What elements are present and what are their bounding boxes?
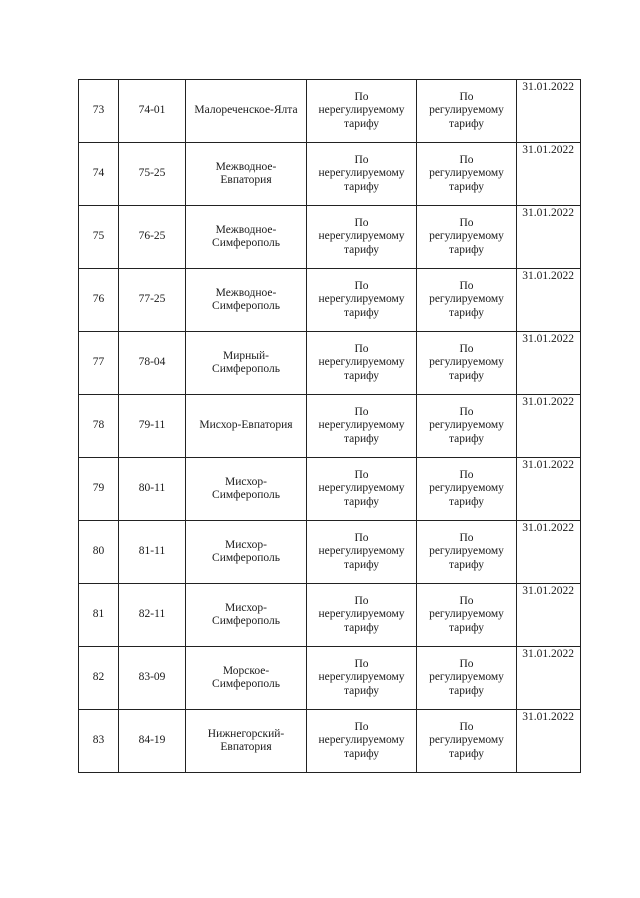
route-code: 77-25 [119, 269, 186, 332]
route-name: Мисхор- Симферополь [186, 521, 307, 584]
route-code: 84-19 [119, 710, 186, 773]
route-name: Морское- Симферополь [186, 647, 307, 710]
tariff-unregulated: По нерегулируемому тарифу [307, 710, 417, 773]
row-number: 81 [79, 584, 119, 647]
tariff-regulated: По регулируемому тарифу [417, 395, 517, 458]
tariff-regulated: По регулируемому тарифу [417, 206, 517, 269]
table-row [79, 143, 581, 206]
tariff-regulated: По регулируемому тарифу [417, 584, 517, 647]
route-code: 78-04 [119, 332, 186, 395]
table-row [79, 269, 581, 332]
tariff-unregulated: По нерегулируемому тарифу [307, 647, 417, 710]
row-number: 83 [79, 710, 119, 773]
date-cell: 31.01.2022 [517, 458, 581, 521]
route-name: Межводное- Симферополь [186, 206, 307, 269]
row-number: 74 [79, 143, 119, 206]
tariff-regulated: По регулируемому тарифу [417, 521, 517, 584]
route-name: Малореченское-Ялта [186, 80, 307, 143]
row-number: 75 [79, 206, 119, 269]
tariff-unregulated: По нерегулируемому тарифу [307, 206, 417, 269]
route-name: Мирный- Симферополь [186, 332, 307, 395]
row-number: 76 [79, 269, 119, 332]
row-number: 78 [79, 395, 119, 458]
route-name: Нижнегорский- Евпатория [186, 710, 307, 773]
table-row [79, 647, 581, 710]
tariff-unregulated: По нерегулируемому тарифу [307, 458, 417, 521]
routes-table [78, 79, 581, 773]
route-name: Мисхор-Евпатория [186, 395, 307, 458]
tariff-unregulated: По нерегулируемому тарифу [307, 584, 417, 647]
date-cell: 31.01.2022 [517, 395, 581, 458]
row-number: 79 [79, 458, 119, 521]
row-number: 77 [79, 332, 119, 395]
route-name: Мисхор- Симферополь [186, 584, 307, 647]
table-row [79, 710, 581, 773]
table-row [79, 584, 581, 647]
date-cell: 31.01.2022 [517, 332, 581, 395]
route-code: 79-11 [119, 395, 186, 458]
route-name: Мисхор- Симферополь [186, 458, 307, 521]
routes-table-body [79, 80, 581, 773]
route-code: 83-09 [119, 647, 186, 710]
route-code: 82-11 [119, 584, 186, 647]
route-code: 75-25 [119, 143, 186, 206]
date-cell: 31.01.2022 [517, 206, 581, 269]
row-number: 80 [79, 521, 119, 584]
tariff-unregulated: По нерегулируемому тарифу [307, 143, 417, 206]
date-cell: 31.01.2022 [517, 269, 581, 332]
tariff-unregulated: По нерегулируемому тарифу [307, 521, 417, 584]
tariff-unregulated: По нерегулируемому тарифу [307, 332, 417, 395]
route-code: 76-25 [119, 206, 186, 269]
table-row [79, 395, 581, 458]
table-row [79, 332, 581, 395]
tariff-regulated: По регулируемому тарифу [417, 710, 517, 773]
tariff-regulated: По регулируемому тарифу [417, 269, 517, 332]
date-cell: 31.01.2022 [517, 521, 581, 584]
table-row [79, 521, 581, 584]
row-number: 82 [79, 647, 119, 710]
route-code: 74-01 [119, 80, 186, 143]
tariff-unregulated: По нерегулируемому тарифу [307, 269, 417, 332]
route-code: 81-11 [119, 521, 186, 584]
route-code: 80-11 [119, 458, 186, 521]
tariff-regulated: По регулируемому тарифу [417, 332, 517, 395]
tariff-regulated: По регулируемому тарифу [417, 143, 517, 206]
tariff-unregulated: По нерегулируемому тарифу [307, 395, 417, 458]
tariff-regulated: По регулируемому тарифу [417, 647, 517, 710]
tariff-unregulated: По нерегулируемому тарифу [307, 80, 417, 143]
tariff-regulated: По регулируемому тарифу [417, 80, 517, 143]
date-cell: 31.01.2022 [517, 584, 581, 647]
route-name: Межводное- Симферополь [186, 269, 307, 332]
table-row [79, 458, 581, 521]
route-name: Межводное- Евпатория [186, 143, 307, 206]
row-number: 73 [79, 80, 119, 143]
table-row [79, 80, 581, 143]
date-cell: 31.01.2022 [517, 80, 581, 143]
tariff-regulated: По регулируемому тарифу [417, 458, 517, 521]
date-cell: 31.01.2022 [517, 143, 581, 206]
date-cell: 31.01.2022 [517, 710, 581, 773]
date-cell: 31.01.2022 [517, 647, 581, 710]
table-row [79, 206, 581, 269]
